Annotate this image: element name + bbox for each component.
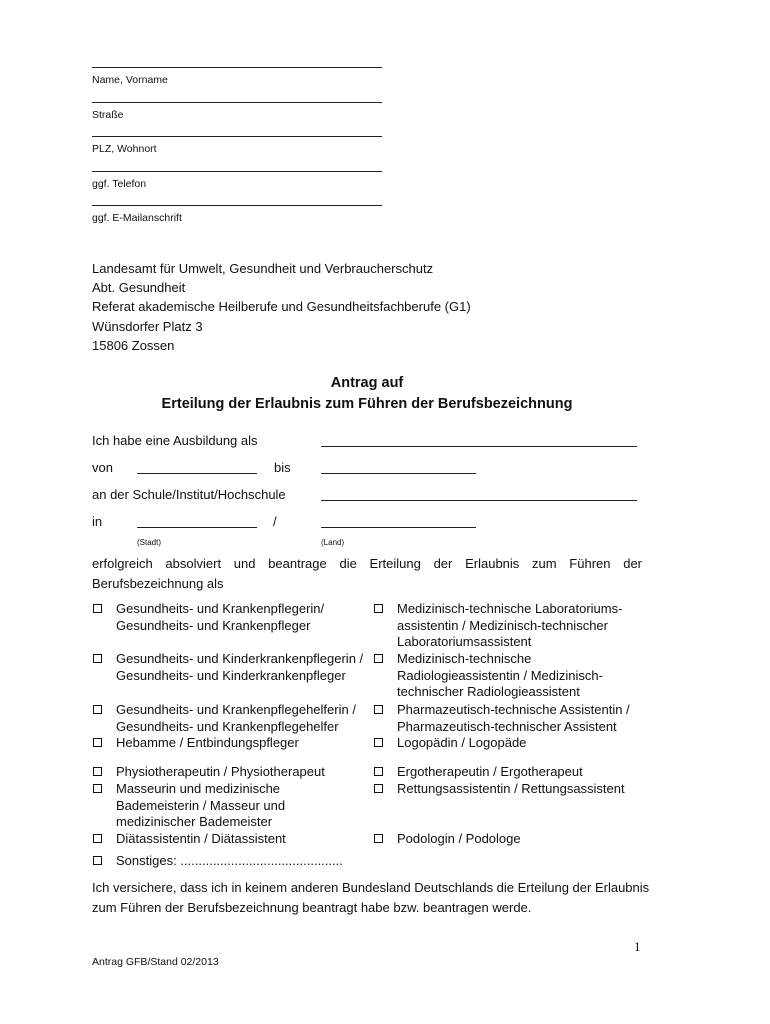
- recipient-line: Wünsdorfer Platz 3: [92, 318, 203, 334]
- option-label-line: Hebamme / Entbindungspfleger: [116, 735, 299, 750]
- phone-line[interactable]: [92, 171, 382, 172]
- declaration-paragraph: [92, 878, 652, 918]
- city-line[interactable]: [92, 136, 382, 137]
- option-label-line: Laboratoriumsassistent: [397, 634, 532, 649]
- title-line1: Antrag auf: [330, 375, 404, 391]
- option-label-line: Medizinisch-technische: [397, 651, 532, 666]
- option-label: [116, 601, 324, 634]
- option-label: [397, 651, 603, 701]
- option-label-line: Gesundheits- und Krankenpflegerin/: [116, 601, 325, 616]
- declaration-line2: zum Führen der Berufsbezeichnung beantragt habe bzw. beantragen werde.: [92, 900, 532, 915]
- option-label: [397, 702, 630, 735]
- option-label-line: Podologin / Podologe: [397, 831, 521, 846]
- ausbildung-line[interactable]: [321, 446, 637, 447]
- street-label: Straße: [92, 109, 124, 121]
- option-label-line: Gesundheits- und Kinderkrankenpfleger: [116, 667, 346, 683]
- checkbox-icon[interactable]: [374, 654, 383, 663]
- declaration-line1: Ich versichere, dass ich in keinem anderen Bundesland Deutschlands die Erteilung der Erlaubnis: [92, 880, 650, 895]
- land-line[interactable]: [321, 527, 476, 528]
- checkbox-icon[interactable]: [93, 767, 102, 776]
- city-label: PLZ, Wohnort: [92, 143, 157, 155]
- option-label: [116, 831, 286, 848]
- option-label-line: Gesundheits- und Krankenpfleger: [116, 617, 311, 633]
- option-label-line: technischer Radiologieassistent: [397, 684, 580, 699]
- land-label: (Land): [321, 538, 345, 547]
- checkbox-icon[interactable]: [374, 767, 383, 776]
- intro-line2: Berufsbezeichnung als: [92, 576, 224, 591]
- option-label: [397, 735, 526, 752]
- checkbox-icon[interactable]: [374, 604, 383, 613]
- bis-label: bis: [274, 460, 291, 475]
- von-label: von: [92, 460, 113, 475]
- option-label: [116, 853, 343, 870]
- checkbox-icon[interactable]: [93, 654, 102, 663]
- option-label-line: Ergotherapeutin / Ergotherapeut: [397, 764, 583, 779]
- option-label-line: Diätassistentin / Diätassistent: [116, 831, 286, 846]
- option-label-line: Medizinisch-technische Laboratoriums-: [397, 601, 623, 616]
- checkbox-icon[interactable]: [93, 738, 102, 747]
- checkbox-icon[interactable]: [93, 856, 102, 865]
- option-label-line: Gesundheits- und Kinderkrankenpflegerin /: [116, 651, 364, 666]
- title-line2: Erteilung der Erlaubnis zum Führen der Berufsbezeichnung: [161, 396, 573, 412]
- checkbox-icon[interactable]: [93, 705, 102, 714]
- recipient-address: [92, 259, 471, 355]
- schule-label: an der Schule/Institut/Hochschule: [92, 487, 286, 502]
- option-label-line: Sonstiges: .............................................: [116, 853, 343, 868]
- intro-paragraph: [92, 554, 642, 594]
- email-label: ggf. E-Mailanschrift: [92, 212, 182, 224]
- checkbox-icon[interactable]: [93, 604, 102, 613]
- option-label: [116, 651, 363, 684]
- option-label: [397, 831, 521, 848]
- street-line[interactable]: [92, 102, 382, 103]
- stadt-label: (Stadt): [137, 538, 162, 547]
- option-label: [397, 764, 583, 781]
- schule-line[interactable]: [321, 500, 637, 501]
- phone-label: ggf. Telefon: [92, 178, 147, 190]
- checkbox-icon[interactable]: [374, 834, 383, 843]
- option-label-line: Rettungsassistentin / Rettungsassistent: [397, 781, 625, 796]
- recipient-line: 15806 Zossen: [92, 337, 175, 353]
- option-label: [397, 601, 622, 651]
- option-label-line: Gesundheits- und Krankenpflegehelferin /: [116, 702, 356, 717]
- checkbox-icon[interactable]: [93, 834, 102, 843]
- intro-line1: erfolgreich absolviert und beantrage die Erteilung der Erlaubnis zum Führen der: [92, 556, 642, 571]
- option-label-line: Radiologieassistentin / Medizinisch-: [397, 667, 603, 683]
- option-label-line: Physiotherapeutin / Physiotherapeut: [116, 764, 325, 779]
- option-label: [397, 781, 625, 798]
- name-line[interactable]: [92, 67, 382, 68]
- checkbox-icon[interactable]: [374, 705, 383, 714]
- recipient-line: Abt. Gesundheit: [92, 280, 186, 296]
- name-label: Name, Vorname: [92, 74, 168, 86]
- option-label: [116, 735, 299, 752]
- option-label-line: Logopädin / Logopäde: [397, 735, 527, 750]
- footer-text: Antrag GFB/Stand 02/2013: [92, 956, 219, 968]
- option-label: [116, 764, 325, 781]
- in-label: in: [92, 514, 103, 529]
- page-number: 1: [634, 939, 641, 954]
- recipient-line: Referat akademische Heilberufe und Gesundheitsfachberufe (G1): [92, 299, 471, 315]
- option-label: [116, 702, 356, 735]
- option-label-line: Masseurin und medizinische: [116, 781, 281, 796]
- email-line[interactable]: [92, 205, 382, 206]
- recipient-line: Landesamt für Umwelt, Gesundheit und Verbraucherschutz: [92, 261, 434, 276]
- slash-separator: /: [273, 514, 277, 529]
- option-label-line: Pharmazeutisch-technischer Assistent: [397, 718, 617, 734]
- option-label-line: medizinischer Bademeister: [116, 814, 273, 829]
- option-label-line: Gesundheits- und Krankenpflegehelfer: [116, 718, 339, 734]
- checkbox-icon[interactable]: [374, 784, 383, 793]
- checkbox-icon[interactable]: [93, 784, 102, 793]
- bis-line[interactable]: [321, 473, 476, 474]
- option-label-line: Bademeisterin / Masseur und: [116, 797, 286, 813]
- option-label-line: assistentin / Medizinisch-technischer: [397, 617, 608, 633]
- ausbildung-label: Ich habe eine Ausbildung als: [92, 433, 258, 448]
- von-line[interactable]: [137, 473, 257, 474]
- stadt-line[interactable]: [137, 527, 257, 528]
- option-label: [116, 781, 285, 831]
- option-label-line: Pharmazeutisch-technische Assistentin /: [397, 702, 630, 717]
- checkbox-icon[interactable]: [374, 738, 383, 747]
